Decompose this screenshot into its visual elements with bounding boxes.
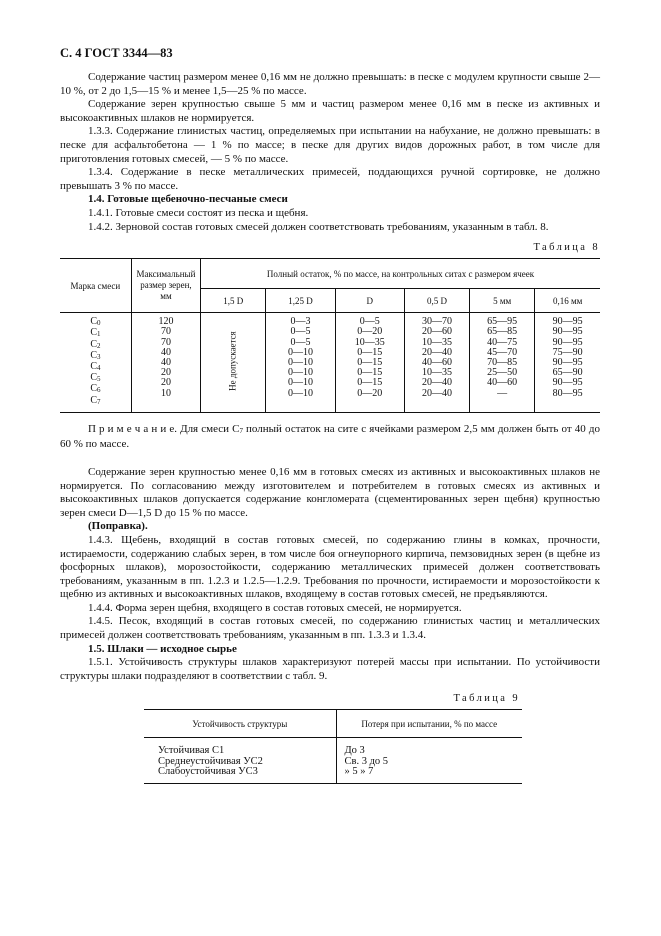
table-9-cell: Среднеустойчивая УС2 bbox=[158, 755, 263, 767]
table-8-col-1-25d bbox=[266, 313, 335, 413]
table-8-cell: 20—60 bbox=[421, 326, 452, 338]
table-8-cell: 65—95 bbox=[487, 316, 518, 328]
table-8-cell: 90—95 bbox=[552, 336, 583, 348]
table-8-cell: 20 bbox=[160, 377, 171, 389]
table-8-header-group: Полный остаток, % по массе, на контрольных ситах с размером ячеек bbox=[201, 259, 600, 289]
table-9 bbox=[144, 709, 522, 784]
paragraph: Содержание зерен крупностью свыше 5 мм и частиц размером менее 0,16 мм в песке из активных и высокоактивных шлаков не нормируется. bbox=[60, 98, 600, 124]
table-8-header-sieve: 0,5 D bbox=[404, 289, 469, 313]
table-8-header-sieve: 0,16 мм bbox=[535, 289, 600, 313]
section-heading-1-4: 1.4. Готовые щебеночно-песчаные смеси bbox=[88, 193, 288, 206]
table-8-col-0-16mm bbox=[535, 313, 600, 413]
grade-label: С2 bbox=[90, 338, 101, 350]
grade-label: С6 bbox=[90, 383, 101, 395]
table-8-cell: 120 bbox=[158, 316, 174, 328]
table-8-cell: 10—35 bbox=[354, 336, 385, 348]
table-8-cell: 0—10 bbox=[287, 346, 313, 358]
table-8-col-maxsize bbox=[131, 313, 200, 413]
table-9-col-structure bbox=[144, 738, 336, 784]
grade-label: С3 bbox=[90, 349, 101, 361]
subscript: 7 bbox=[239, 426, 243, 435]
table-8-cell: 0—5 bbox=[290, 336, 311, 348]
table-9-cell: До 3 bbox=[344, 745, 365, 757]
table-8-cell: 20—40 bbox=[421, 377, 452, 389]
page-header: С. 4 ГОСТ 3344—83 bbox=[60, 46, 173, 60]
table-8-header-sieve: 1,25 D bbox=[266, 289, 335, 313]
table-8-cell: 80—95 bbox=[552, 387, 583, 399]
table-8-cell: 0—15 bbox=[357, 377, 383, 389]
table-8-header-sieve: D bbox=[335, 289, 404, 313]
paragraph-1-4-4: 1.4.4. Форма зерен щебня, входящего в состав готовых смесей, не нормируется. bbox=[88, 601, 462, 614]
table-9-cell: » 5 » 7 bbox=[344, 766, 374, 778]
table-8-cell: 25—50 bbox=[487, 367, 518, 379]
table-8-cell: 40 bbox=[160, 356, 171, 368]
table-8-note: П р и м е ч а н и е. Для смеси С7 полный остаток на сите с ячейками размером 2,5 мм должен быть от 40 до 60 % по массе. bbox=[60, 422, 600, 451]
paragraph-1-4-3: 1.4.3. Щебень, входящий в состав готовых смесей, по содержанию глины в комках, прочности, истираемости, содержанию слабых зерен, в том числе боя огнеупорного кирпича, пемзовидных зерен (в щебне из фосфорных шлаков), морозостойкости, содержанию металлических примесей должен соответствовать требованиям, указанным в пп. 1.2.3 и 1.2.5—1.2.9. Требования по прочности, истираемости и морозостойкости к щебню из активных и высокоактивных шлаков, входящему в состав готовых смесей, не предъявляются. bbox=[60, 533, 600, 601]
table-8 bbox=[60, 258, 600, 413]
table-8-grades-cell bbox=[60, 313, 131, 413]
table-8-cell: 65—85 bbox=[487, 326, 518, 338]
table-8-col-5mm bbox=[470, 313, 535, 413]
table-8-cell: 0—10 bbox=[287, 356, 313, 368]
table-8-cell: 70—85 bbox=[487, 356, 518, 368]
table-8-cell: 20—40 bbox=[421, 387, 452, 399]
table-8-cell: 30—70 bbox=[421, 316, 452, 328]
table-8-cell: 70 bbox=[160, 326, 171, 338]
table-8-cell: 90—95 bbox=[552, 356, 583, 368]
table-8-cell: 75—90 bbox=[552, 346, 583, 358]
grade-label: С4 bbox=[90, 360, 101, 372]
paragraph: Содержание частиц размером менее 0,16 мм не должно превышать: в песке с модулем крупности свыше 2—10 %, от 2 до 1,5—15 % и менее 1,5—25 % по массе. bbox=[60, 71, 600, 97]
grade-label: С5 bbox=[90, 372, 101, 384]
not-allowed-text: Не допускается bbox=[228, 331, 239, 392]
table-8-cell: 70 bbox=[160, 336, 171, 348]
table-8-cell: 10 bbox=[160, 387, 171, 399]
table-8-cell: 90—95 bbox=[552, 326, 583, 338]
table-8-cell: 0—5 bbox=[290, 326, 311, 338]
paragraph-1-3-4: 1.3.4. Содержание в песке металлических примесей, поддающихся ручной сортировке, не должно превышать 3 % по массе. bbox=[60, 166, 600, 192]
paragraph: Содержание зерен крупностью менее 0,16 мм в готовых смесях из активных и высокоактивных шлаков не нормируется. По согласованию между изготовителем и потребителем в готовых смесях из активных и высокоактивных шлаков допускается содержание конгломерата (сцементированных зерен щебня) крупностью зерен смеси D—1,5 D до 15 % по массе. bbox=[60, 465, 600, 519]
table-8-cell: 10—35 bbox=[421, 367, 452, 379]
table-8-cell: 20 bbox=[160, 367, 171, 379]
table-8-header-maxsize: Максимальный размер зерен, мм bbox=[131, 259, 200, 313]
table-9-caption: Таблица 9 bbox=[453, 693, 520, 705]
table-8-cell: — bbox=[497, 387, 508, 399]
table-8-cell: 90—95 bbox=[552, 316, 583, 328]
table-9-cell: Устойчивая С1 bbox=[158, 745, 225, 757]
table-8-caption: Таблица 8 bbox=[533, 242, 600, 254]
table-8-cell: 0—15 bbox=[357, 367, 383, 379]
paragraph-1-4-1: 1.4.1. Готовые смеси состоят из песка и щебня. bbox=[88, 206, 309, 219]
table-8-cell: 40—60 bbox=[487, 377, 518, 389]
table-8-col-0-5d bbox=[404, 313, 469, 413]
paragraph-1-4-5: 1.4.5. Песок, входящий в состав готовых смесей, по содержанию глинистых частиц и металлических примесей должен соответствовать требованиям, указанным в пп. 1.3.3 и 1.3.4. bbox=[60, 615, 600, 642]
grade-label: С0 bbox=[90, 316, 101, 328]
section-heading-1-5: 1.5. Шлаки — исходное сырье bbox=[88, 642, 237, 655]
paragraph-1-5-1: 1.5.1. Устойчивость структуры шлаков характеризуют потерей массы при испытании. По устойчивости структуры шлаки подразделяют в соответствии с табл. 9. bbox=[60, 656, 600, 682]
table-8-cell: 65—90 bbox=[552, 367, 583, 379]
table-8-cell: 0—20 bbox=[357, 326, 383, 338]
table-8-cell: 0—3 bbox=[290, 316, 311, 328]
table-8-cell: 0—20 bbox=[357, 387, 383, 399]
table-8-cell: 0—15 bbox=[357, 346, 383, 358]
table-8-cell: 0—15 bbox=[357, 356, 383, 368]
table-8-cell: 45—70 bbox=[487, 346, 518, 358]
table-8-header-grade: Марка смеси bbox=[60, 259, 131, 313]
document-page bbox=[60, 46, 600, 784]
table-8-header-sieve: 5 мм bbox=[470, 289, 535, 313]
table-9-col-loss bbox=[336, 738, 522, 784]
table-8-not-allowed-cell bbox=[201, 313, 266, 413]
table-8-cell: 0—10 bbox=[287, 367, 313, 379]
paragraph-1-3-3: 1.3.3. Содержание глинистых частиц, определяемых при испытании на набухание, не должно превышать: в песке для асфальтобетона — 1 % по массе; в песке для других видов дорожных работ, в том числе для приготовления готовых смесей, — 5 % по массе. bbox=[60, 125, 600, 165]
table-8-cell: 40—60 bbox=[421, 356, 452, 368]
table-8-header-sieve: 1,5 D bbox=[201, 289, 266, 313]
table-8-cell: 0—10 bbox=[287, 387, 313, 399]
table-9-header-loss: Потеря при испытании, % по массе bbox=[336, 710, 522, 738]
table-8-cell: 40—75 bbox=[487, 336, 518, 348]
grade-label: С1 bbox=[90, 327, 101, 339]
table-9-cell: Св. 3 до 5 bbox=[344, 755, 389, 767]
table-8-cell: 0—5 bbox=[359, 316, 380, 328]
table-8-cell: 10—35 bbox=[421, 336, 452, 348]
table-8-cell: 0—10 bbox=[287, 377, 313, 389]
table-8-cell: 40 bbox=[160, 346, 171, 358]
table-8-col-d bbox=[335, 313, 404, 413]
amendment-note: (Поправка). bbox=[88, 520, 148, 533]
table-9-header-structure: Устойчивость структуры bbox=[144, 710, 336, 738]
paragraph-1-4-2: 1.4.2. Зерновой состав готовых смесей должен соответствовать требованиям, указанным в табл. 8. bbox=[88, 220, 549, 233]
table-8-cell: 90—95 bbox=[552, 377, 583, 389]
grade-label: С7 bbox=[90, 394, 101, 406]
table-8-cell: 20—40 bbox=[421, 346, 452, 358]
table-9-cell: Слабоустойчивая УС3 bbox=[158, 766, 258, 778]
